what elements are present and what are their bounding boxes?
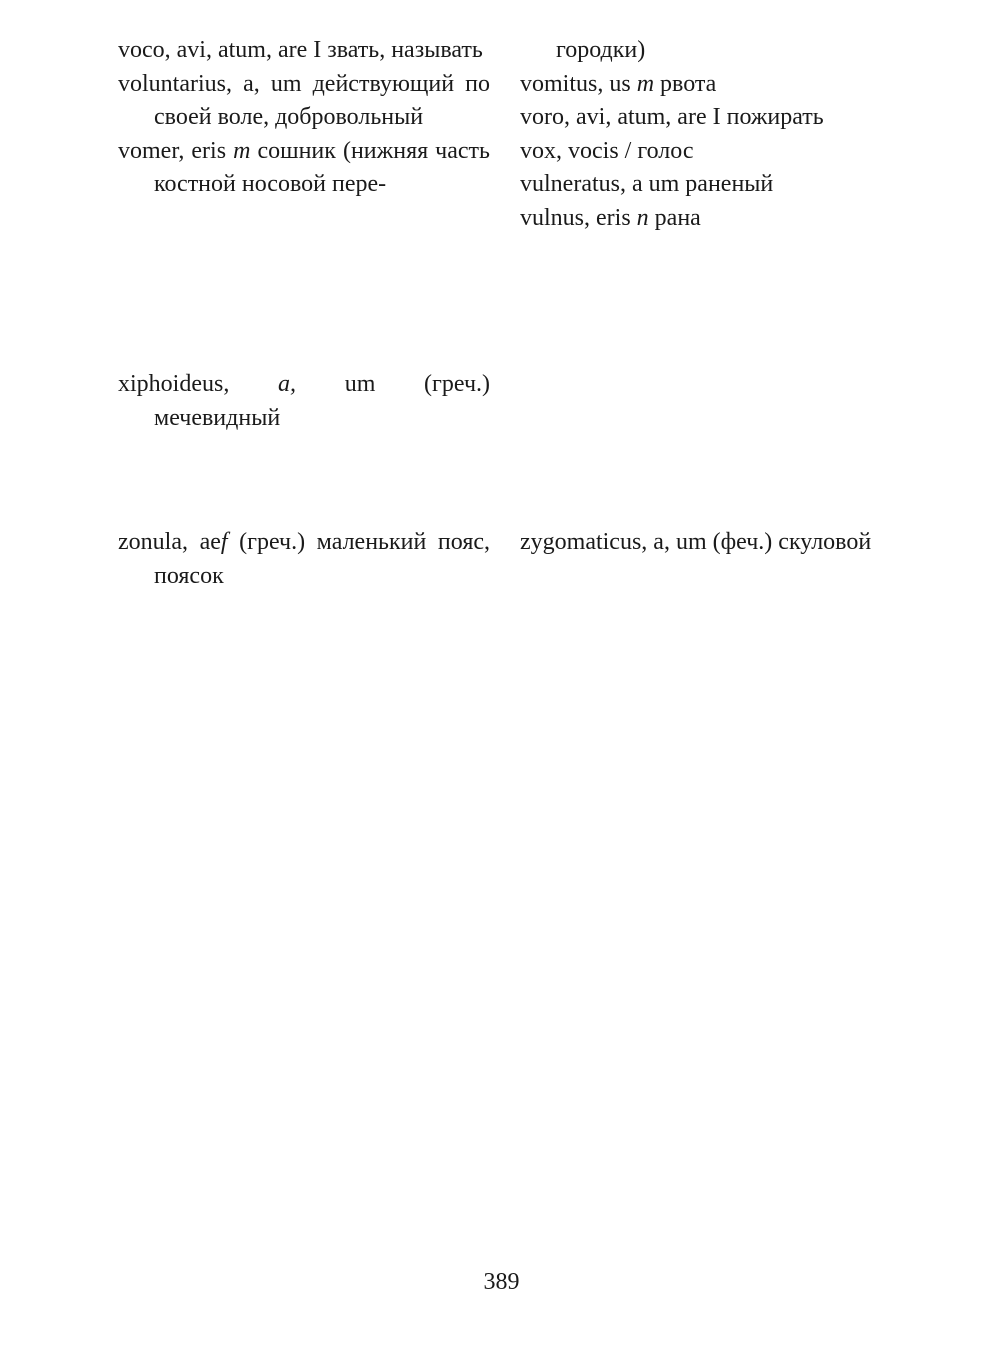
- page-number: 389: [483, 1269, 520, 1295]
- entry-term: vox, vocis: [520, 137, 619, 164]
- dictionary-entry-vulneratus: [520, 168, 892, 202]
- entry-term: zygomaticus, a, um: [520, 529, 707, 555]
- entry-definition: рвота: [660, 70, 717, 97]
- entry-gender: /: [624, 137, 632, 164]
- entry-term: xiphoideus,: [118, 371, 230, 397]
- dictionary-entry-continuation: [520, 34, 892, 68]
- dictionary-entry-voro: [520, 101, 892, 135]
- entry-gender: m: [636, 70, 655, 97]
- dictionary-entry-zygomaticus: [520, 526, 892, 560]
- entry-term: zonula, ae: [118, 529, 221, 555]
- entry-term: voco, avi, atum, are I: [118, 37, 322, 63]
- section-x-left-column: [118, 368, 490, 435]
- dictionary-entry-voco: [118, 34, 490, 68]
- dictionary-entry-vulnus: [520, 202, 892, 236]
- entry-definition: um (греч.) мечевидный: [154, 371, 491, 431]
- entry-definition: рана: [654, 204, 701, 231]
- entry-gender: n: [636, 204, 649, 231]
- dictionary-entry-vox: [520, 135, 892, 169]
- entry-definition: пожирать: [726, 104, 824, 130]
- section-z-right-column: [520, 526, 892, 560]
- entry-definition: голос: [637, 137, 694, 164]
- entry-definition: сошник (нижняя часть костной носовой пере-: [154, 137, 490, 197]
- entry-definition: раненый: [685, 171, 774, 197]
- entry-term: vomitus, us: [520, 70, 631, 97]
- entry-definition: (греч.) маленький пояс, поясок: [154, 529, 491, 589]
- entry-term: vomer, eris: [118, 137, 227, 164]
- entry-definition: звать, называть: [327, 37, 483, 63]
- dictionary-entry-vomitus: [520, 68, 892, 102]
- entry-term: vulnus, eris: [520, 204, 631, 231]
- section-z-left-column: [118, 526, 490, 593]
- entry-gender: f: [220, 529, 228, 555]
- entry-continuation-text: городки): [556, 37, 646, 63]
- entry-gender: a,: [278, 371, 297, 397]
- dictionary-entry-zonula: [118, 526, 490, 593]
- entry-definition: действующий по своей воле, добровольный: [154, 70, 490, 130]
- dictionary-entry-vomer: [118, 135, 490, 202]
- section-v-left-column: [118, 34, 490, 202]
- entry-term: voro, avi, atum, are I: [520, 104, 721, 130]
- entry-term: vulneratus, a um: [520, 171, 680, 197]
- entry-gender: m: [233, 137, 251, 164]
- entry-definition: (феч.) скуловой: [712, 529, 872, 555]
- dictionary-entry-voluntarius: [118, 68, 490, 135]
- entry-term: voluntarius, a, um: [118, 70, 302, 97]
- dictionary-entry-xiphoideus: [118, 368, 490, 435]
- section-v-right-column: [520, 34, 892, 235]
